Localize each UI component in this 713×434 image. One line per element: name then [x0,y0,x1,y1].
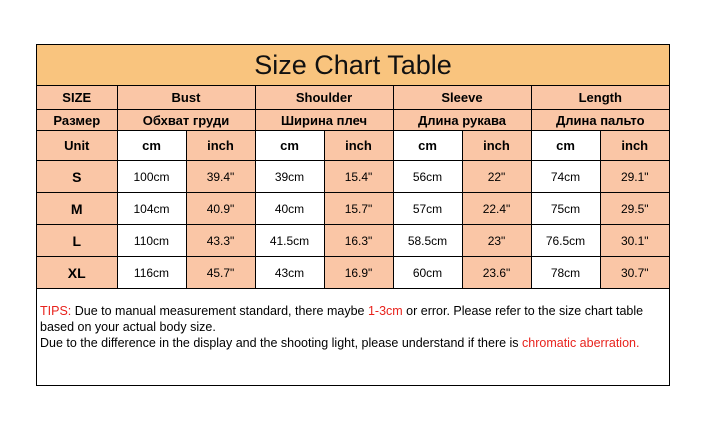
unit-label: Unit [37,131,117,161]
table-cell: 116cm [117,257,186,289]
header-size: SIZE [37,86,117,110]
header-length: Length [531,86,669,110]
note-text: Due to the difference in the display and the shooting light, please understand if there is [40,336,523,350]
size-label: L [37,225,117,257]
tips-label: TIPS: [40,304,72,318]
table-cell: 56cm [393,161,462,193]
table-cell: 57cm [393,193,462,225]
header-ru-sleeve: Длина рукава [393,110,531,131]
table-cell: 76.5cm [531,225,600,257]
header-row-russian [37,110,669,131]
table-cell: 41.5cm [255,225,324,257]
table-cell: 43cm [255,257,324,289]
unit-cell: inch [462,131,531,161]
note-text: Due to manual measurement standard, there maybe [71,304,368,318]
size-row-m [37,193,669,225]
table-cell: 39cm [255,161,324,193]
header-sleeve: Sleeve [393,86,531,110]
size-chart-frame [36,44,670,386]
unit-cell: cm [531,131,600,161]
header-bust: Bust [117,86,255,110]
table-cell: 30.7" [600,257,669,289]
unit-cell: cm [255,131,324,161]
table-cell: 23" [462,225,531,257]
size-row-l [37,225,669,257]
table-cell: 75cm [531,193,600,225]
table-cell: 22" [462,161,531,193]
table-cell: 110cm [117,225,186,257]
table-cell: 45.7" [186,257,255,289]
size-row-s [37,161,669,193]
table-cell: 15.4" [324,161,393,193]
chart-title: Size Chart Table [37,45,669,86]
notes-block [40,303,666,351]
unit-cell: inch [186,131,255,161]
table-cell: 16.9" [324,257,393,289]
table-cell: 29.5" [600,193,669,225]
table-cell: 40.9" [186,193,255,225]
header-ru-length: Длина пальто [531,110,669,131]
note-highlight: 1-3cm [367,304,403,318]
table-cell: 78cm [531,257,600,289]
unit-cell: cm [393,131,462,161]
unit-cell: inch [600,131,669,161]
table-cell: 30.1" [600,225,669,257]
table-cell: 58.5cm [393,225,462,257]
note-highlight: chromatic aberration. [522,336,640,350]
unit-cell: cm [117,131,186,161]
table-cell: 22.4" [462,193,531,225]
header-ru-size: Размер [37,110,117,131]
table-cell: 29.1" [600,161,669,193]
size-label: S [37,161,117,193]
table-cell: 60cm [393,257,462,289]
header-row [37,86,669,110]
header-ru-bust: Обхват груди [117,110,255,131]
table-cell: 74cm [531,161,600,193]
size-chart-table [37,45,669,289]
table-cell: 16.3" [324,225,393,257]
unit-cell: inch [324,131,393,161]
header-ru-shoulder: Ширина плеч [255,110,393,131]
table-cell: 43.3" [186,225,255,257]
table-cell: 39.4" [186,161,255,193]
table-cell: 104cm [117,193,186,225]
table-cell: 100cm [117,161,186,193]
unit-row [37,131,669,161]
size-label: XL [37,257,117,289]
table-cell: 40cm [255,193,324,225]
table-cell: 15.7" [324,193,393,225]
size-row-xl [37,257,669,289]
header-shoulder: Shoulder [255,86,393,110]
table-cell: 23.6" [462,257,531,289]
note-text: or error. Please refer to the size chart table based on your actual body size. [40,304,644,334]
size-label: M [37,193,117,225]
